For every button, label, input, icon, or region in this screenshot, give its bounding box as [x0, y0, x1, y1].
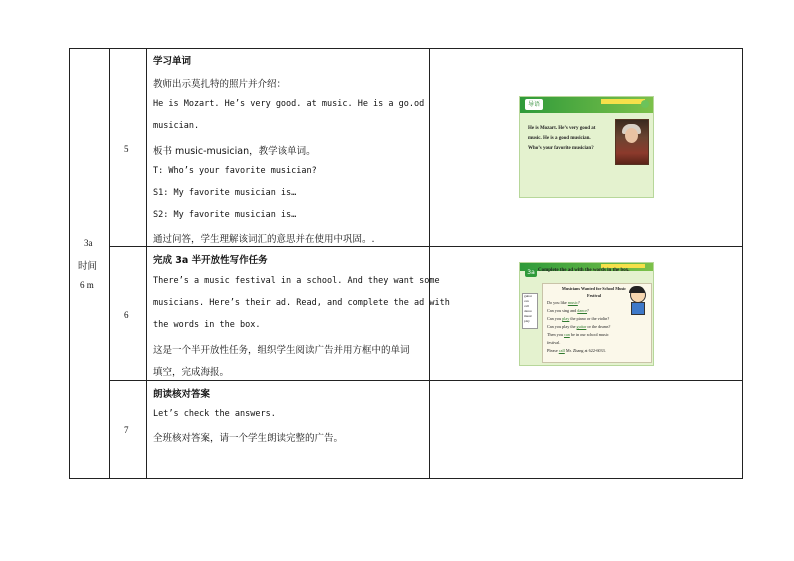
slide-instruction: Complete the ad with the words in the box.	[538, 268, 630, 273]
divider	[109, 48, 110, 479]
step-heading: 完成 3a 半开放性写作任务	[153, 255, 268, 266]
slide-decoration	[601, 99, 645, 104]
time-value: 6 m	[80, 280, 94, 290]
divider	[146, 48, 147, 479]
divider	[109, 380, 743, 381]
step-line: 通过问答，学生理解该词汇的意思并在使用中巩固。.	[153, 234, 375, 245]
word: call	[524, 304, 529, 308]
step-line: S1: My favorite musician is…	[153, 188, 297, 198]
step-line: 这是一个半开放性任务，组织学生阅读广告并用方框中的单词	[153, 345, 410, 356]
ad-line: Can you sing and dance?	[547, 308, 589, 313]
step-line: 填空，完成海报。	[153, 367, 230, 378]
step-line: S2: My favorite musician is…	[153, 210, 297, 220]
word: music	[524, 314, 533, 318]
word-box	[522, 293, 538, 329]
ad-line: Can you play the piano or the violin?	[547, 316, 610, 321]
step-line: Let’s check the answers.	[153, 409, 276, 419]
slide-text: music. He is a good musician.	[528, 136, 591, 141]
word: can	[524, 299, 529, 303]
ad-line: Can you play the guitar or the drums?	[547, 324, 611, 329]
step-line: He is Mozart. He’s very good. at music. He is a go.od	[153, 99, 425, 109]
step-heading: 朗读核对答案	[153, 389, 211, 400]
step-number: 5	[124, 144, 129, 154]
ad-line: festival.	[547, 340, 561, 345]
divider	[109, 246, 743, 247]
cartoon-boy-image	[628, 287, 646, 313]
step-line: There’s a music festival in a school. And they want some	[153, 276, 440, 286]
step-line: T: Who’s your favorite musician?	[153, 166, 317, 176]
step-line: musician.	[153, 121, 200, 131]
leaf-icon	[641, 100, 649, 108]
step-line: 全班核对答案，请一个学生朗读完整的广告。	[153, 433, 344, 444]
slide-badge: 导语	[525, 99, 543, 110]
word: play	[524, 319, 530, 323]
mozart-portrait-image	[615, 119, 649, 165]
word: guitar	[524, 294, 532, 298]
word: dance	[524, 309, 532, 313]
ad-line: Do you like music?	[547, 300, 580, 305]
ad-title: Musicians Wanted for School Music Festival	[561, 286, 627, 298]
ad-slide	[519, 262, 654, 366]
step-number: 7	[124, 425, 129, 435]
divider	[429, 48, 430, 479]
slide-text: He is Mozart. He’s very good at	[528, 126, 596, 131]
step-number: 6	[124, 310, 129, 320]
time-label: 时间	[78, 261, 98, 272]
step-heading: 学习单词	[153, 56, 192, 67]
mozart-slide	[519, 96, 654, 198]
step-line: 教师出示莫扎特的照片并介绍：	[153, 79, 287, 90]
step-line: the words in the box.	[153, 320, 261, 330]
slide-text: Who’s your favorite musician?	[528, 146, 594, 151]
ad-line: Then you can be in our school music	[547, 332, 609, 337]
ad-line: Please call Mr. Zhang at 622-6033.	[547, 348, 606, 353]
step-line: musicians. Here’s their ad. Read, and complete the ad with	[153, 298, 450, 308]
step-line: 板书 music-musician，教学该单词。	[153, 146, 316, 157]
slide-badge: 3a	[525, 269, 537, 277]
stage-label: 3a	[84, 238, 93, 248]
slide-header	[520, 97, 653, 113]
